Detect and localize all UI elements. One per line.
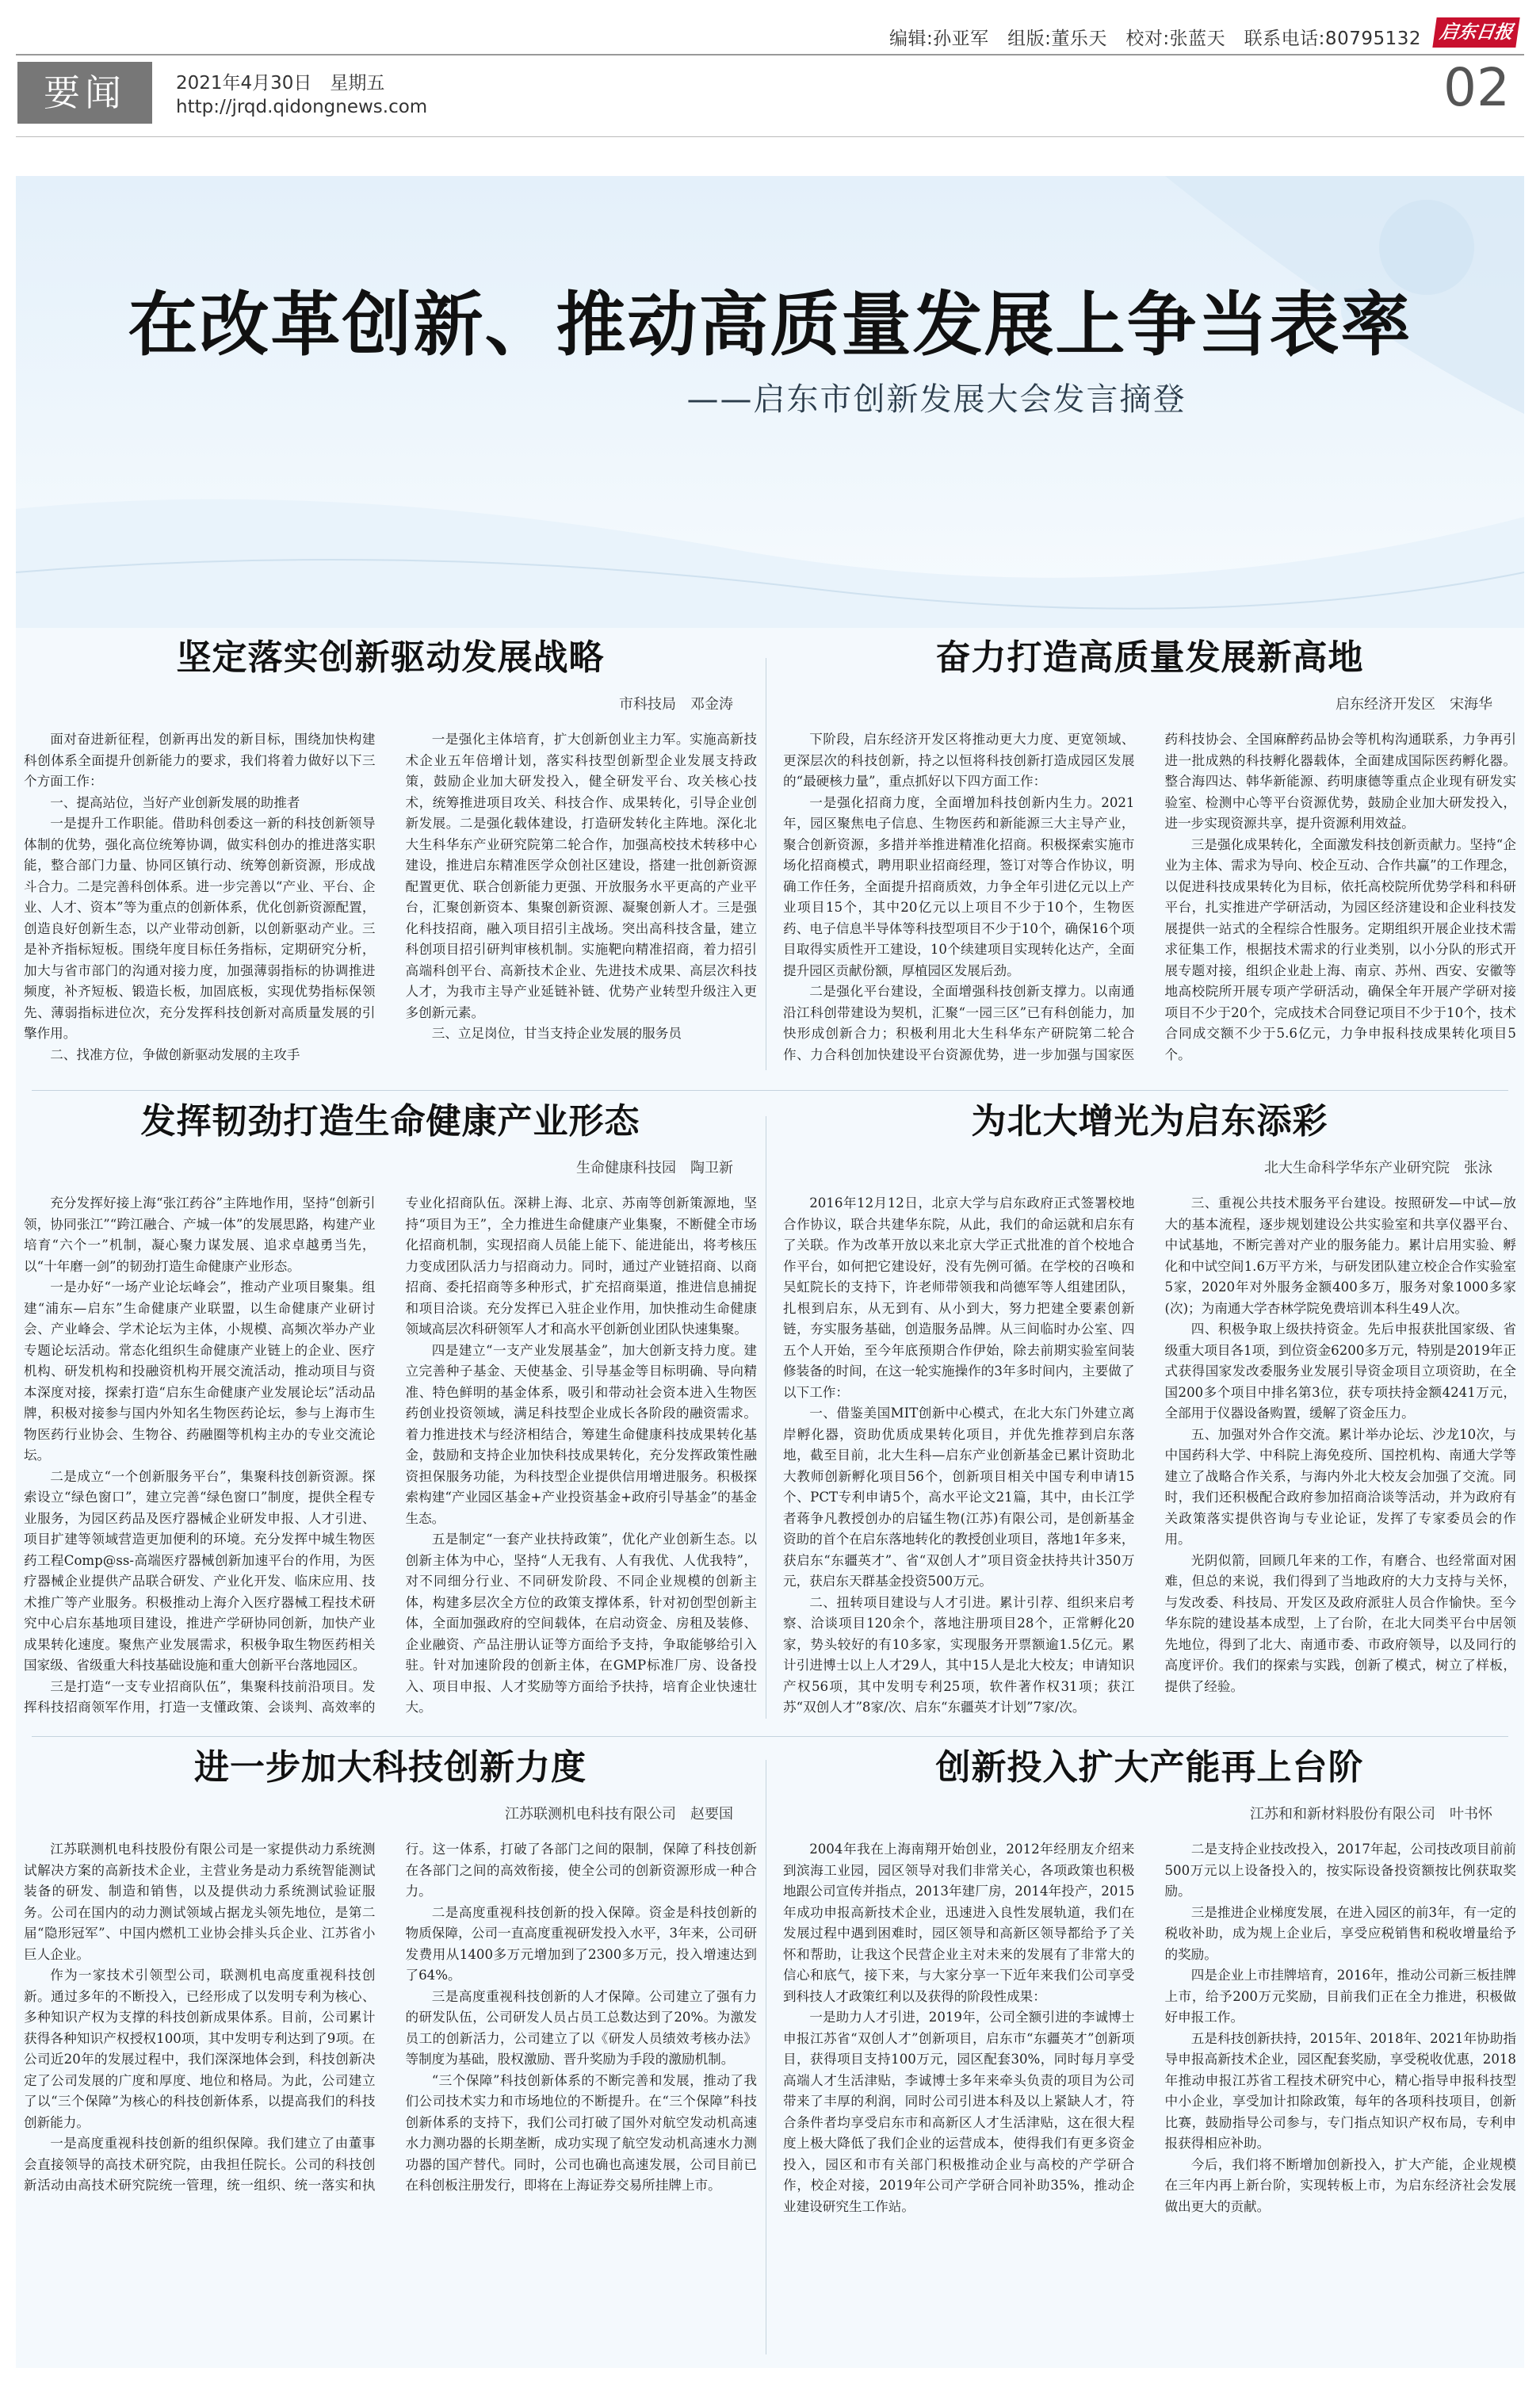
paragraph: 二、扭转项目建设与人才引进。累计引荐、组织来启考察、洽谈项目120余个，落地注册项目28个，正常孵化20家，势头较好的有10多家，实现服务开票额逾1.5亿元。累计引进博士以上人才29人，其中15人是北大校友；申请知识产权56项，其中发明专利25项，软件著作权31项；获江苏“双创人才”8家/次、启东“东疆英才计划”7家/次。 xyxy=(783,1594,1135,1715)
paragraph: 二是高度重视科技创新的投入保障。资金是科技创新的物质保障，公司一直高度重视研发投入水平，3年来，公司研发费用从1400多万元增加到了2300多万元，投入增速达到了64%。 xyxy=(405,1904,757,1983)
paragraph: 江苏联测机电科技股份有限公司是一家提供动力系统测试解决方案的高新技术企业，主营业务是动力系统智能测试装备的研发、制造和销售，以及提供动力系统测试验证服务。公司在国内的动力测试领域占据龙头领先地位，是第二届“隐形冠军”、中国内燃机工业协会排头兵企业、江苏省小巨人企业。 xyxy=(24,1842,376,1962)
article-byline: 生命健康科技园 陶卫新 xyxy=(576,1160,733,1176)
paragraph: 二、找准方位，争做创新驱动发展的主攻手 xyxy=(50,1046,300,1062)
paragraph: 三、立足岗位，甘当支持企业发展的服务员 xyxy=(431,1026,682,1041)
page-number: 02 xyxy=(1443,57,1510,118)
article-body xyxy=(783,1193,1516,1720)
paragraph: 四是企业上市挂牌培育，2016年，推动公司新三板挂牌上市，给予200万元奖励，目前我们正在全力推进，积极做好申报工作。 xyxy=(1164,1968,1516,2025)
main-headline: 在改革创新、推动高质量发展上争当表率 xyxy=(128,284,1412,365)
paragraph: 二是强化平台建设，全面增强科技创新支撑力。以南通沿江科创带建设为契机，汇聚“一园三区”已有科创能力，加快形成创新合力；积极利用北大生科华东产研院第二轮合作、力合科创加快建设平台资源优势，进一步加强与国家医药科技协会、全国麻醉药品协会等机构沟通联系，力争再引进一批成熟的科技孵化器载体，全面建成国际医药孵化器。整合海四达、韩华新能源、药明康德等重点企业现有研发实验室、检测中心等平台资源优势，鼓励企业加大研发投入，进一步实现资源共享，提升资源利用效益。 xyxy=(783,732,1516,1062)
paragraph: 一是办好“一场产业论坛峰会”，推动产业项目聚集。组建“浦东—启东”生命健康产业联盟，以生命健康产业研讨会、产业峰会、学术论坛为主体，小规模、高频次举办产业专题论坛活动。常态化组织生命健康产业链上的企业、医疗机构、研发机构和投融资机构开展交流活动，推动项目与资本深度对接，探索打造“启东生命健康产业发展论坛”活动品牌，积极对接参与国内外知名生物医药论坛，参与上海市生物医药行业协会、生物谷、药融圈等机构主办的专业交流论坛。 xyxy=(24,1279,376,1463)
paragraph: 今后，我们将不断增加创新投入，扩大产能，企业规模在三年内再上新台阶，实现转板上市，为启东经济社会发展做出更大的贡献。 xyxy=(1164,2156,1516,2214)
paragraph: 一是强化主体培育，扩大创新创业主力军。实施高新技术企业五年倍增计划，落实科技型创新型企业发展支持政策，鼓励企业加大研发投入，健全研发平台、攻关核心技术，统筹推进项目攻关、科技合作、成果转化，引导企业创新发展。二是强化载体建设，打造研发转化主阵地。深化北大生科华东产业研究院第二轮合作，加强高校技术转移中心建设，推进启东精准医学众创社区建设，搭建一批创新资源配置更优、联合创新能力更强、开放服务水平更高的产业平台，汇聚创新资本、集聚创新资源、凝聚创新人才。三是强化科技招商，融入项目招引主战场。突出高科技含量，建立科创项目招引研判审核机制。实施靶向精准招商，着力招引高端科创平台、高新技术企业、先进技术成果、高层次科技人才，为我市主导产业延链补链、优势产业转型升级注入更多创新元素。 xyxy=(405,732,757,1020)
paragraph: “三个保障”科技创新体系的不断完善和发展，推动了我们公司技术实力和市场地位的不断提升。在“三个保障”科技创新体系的支持下，我们公司打破了国外对航空发动机高速水力测功器的长期垄断，成功实现了航空发动机高速水力测功器的国产替代。同时，公司也确也高速发展，公司目前已在科创板注册发行，即将在上海证券交易所挂牌上市。 xyxy=(405,2072,757,2193)
paragraph: 三是推进企业梯度发展，在进入园区的前3年，有一定的税收补助，成为规上企业后，享受应税销售和税收增量给予的奖励。 xyxy=(1164,1904,1516,1962)
row-separator xyxy=(32,1090,1508,1091)
article-byline: 江苏和和新材料股份有限公司 叶书怀 xyxy=(1250,1806,1492,1823)
article-title: 进一步加大科技创新力度 xyxy=(194,1747,587,1788)
paragraph: 一是高度重视科技创新的组织保障。我们建立了由董事会直接领导的高技术研究院，由我担任院长。公司的科技创新活动由高技术研究院统一管理，统一组织、统一落实和执行。这一体系，打破了各部门之间的限制，保障了科技创新在各部门之间的高效衔接，使全公司的创新资源形成一种合力。 xyxy=(24,1842,757,2193)
article-3 xyxy=(24,1098,757,1720)
paragraph: 三是打造“一支专业招商队伍”，集聚科技前沿项目。发挥科技招商领军作用，打造一支懂政策、会谈判、高效率的专业化招商队伍。深耕上海、北京、苏南等创新策源地，坚持“项目为王”，全力推进生命健康产业集聚，不断健全市场化招商机制，实现招商人员能上能下、能进能出，将考核压力变成团队活力与招商动力。同时，通过产业链招商、以商招商、委托招商等多种形式，扩充招商渠道，推进信息捕捉和项目洽谈。充分发挥已入驻企业作用，加快推动生命健康领域高层次科研领军人才和高水平创新创业团队快速集聚。 xyxy=(24,1195,757,1715)
paragraph: 作为一家技术引领型公司，联测机电高度重视科技创新。通过多年的不断投入，已经形成了以发明专利为核心、多种知识产权为支撑的科技创新成果体系。目前，公司累计获得各种知识产权授权100项，其中发明专利达到了9项。在公司近20年的发展过程中，我们深深地体会到，科技创新决定了公司发展的广度和厚度、地位和格局。为此，公司建立了以“三个保障”为核心的科技创新体系，以提高我们的科技创新能力。 xyxy=(24,1968,376,2130)
article-byline: 市科技局 邓金涛 xyxy=(619,696,733,713)
article-title: 创新投入扩大产能再上台阶 xyxy=(935,1747,1364,1788)
editor-credits: 编辑:孙亚军 组版:董乐天 校对:张蓝天 联系电话:80795132 xyxy=(888,29,1421,49)
headline-banner xyxy=(16,176,1524,628)
paragraph: 面对奋进新征程，创新再出发的新目标，围绕加快构建科创体系全面提升创新能力的要求，我们将着力做好以下三个方面工作： xyxy=(24,732,376,789)
paragraph: 四是建立“一支产业发展基金”，加大创新支持力度。建立完善种子基金、天使基金、引导基金等目标明确、导向精准、特色鲜明的基金体系，吸引和带动社会资本进入生物医药创业投资领域，满足科技型企业成长各阶段的融资需求。着力推进技术与经济相结合，筹建生命健康科技成果转化基金，鼓励和支持企业加快科技成果转化，充分发挥政策性融资担保服务功能，为科技型企业提供信用增进服务。积极探索构建“产业园区基金+产业投资基金+政府引导基金”的基金生态。 xyxy=(405,1342,757,1526)
article-body xyxy=(783,1839,1516,2362)
article-title: 发挥韧劲打造生命健康产业形态 xyxy=(140,1101,640,1142)
paragraph: 五、加强对外合作交流。累计举办论坛、沙龙10次，与中国药科大学、中科院上海免疫所、国控机构、南通大学等建立了战略合作关系，与海内外北大校友会加强了交流。同时，我们还积极配合政府参加招商洽谈等活动，并为政府有关政策落实提供咨询与专业论证，发挥了专家委员会的作用。 xyxy=(1164,1426,1516,1547)
paragraph: 一是提升工作职能。借助科创委这一新的科技创新领导体制的优势，强化高位统筹协调，做实科创办的推进落实职能，整合部门力量、协同区镇行动、统筹创新资源，形成战斗合力。二是完善科创体系。进一步完善以“产业、平台、企业、人才、资本”等为重点的创新体系，优化创新资源配置，创造良好创新生态，以产业带动创新，以创新驱动产业。三是补齐指标短板。围绕年度目标任务指标，定期研究分析，加大与省市部门的沟通对接力度，加强薄弱指标的协调推进频度，补齐短板、锻造长板，加固底板，实现优势指标保领先、薄弱指标进位次，充分发挥科技创新对高质量发展的引擎作用。 xyxy=(24,816,376,1041)
paragraph: 2004年我在上海南翔开始创业，2012年经朋友介绍来到滨海工业园，园区领导对我们非常关心，各项政策也积极地跟公司宣传并指点，2013年建厂房，2014年投产，2015年成功申报高新技术企业，迅速进入良性发展轨道，我们在发展过程中遇到困难时，园区领导和高新区领导都给予了关怀和帮助，让我这个民营企业主对未来的发展有了非常大的信心和底气，接下来，与大家分享一下近年来我们公司享受到科技人才政策红利以及获得的阶段性成果： xyxy=(783,1842,1135,2004)
paragraph: 五是科技创新扶持，2015年、2018年、2021年协助指导申报高新技术企业，园区配套奖励，享受税收优惠，2018年推动申报江苏省工程技术研究中心，精心指导申报科技型中小企业，享受加计扣除政策，每年的各项科技项目，创新比赛，鼓励指导公司参与，专门指点知识产权布局，专利申报获得相应补助。 xyxy=(1164,2030,1516,2151)
paragraph: 下阶段，启东经济开发区将推动更大力度、更宽领域、更深层次的科技创新，持之以恒将科技创新打造成园区发展的“最硬核力量”，重点抓好以下四方面工作： xyxy=(783,732,1135,789)
paragraph: 一、借鉴美国MIT创新中心模式，在北大东门外建立离岸孵化器，资助优质成果转化项目，并优先推荐到启东落地，截至目前，北大生科—启东产业创新基金已累计资助北大教师创新孵化项目56个，创新项目相关中国专利申请15个、PCT专利申请5个，高水平论文21篇，其中，由长江学者蒋争凡教授创办的启锰生物(江苏)有限公司，是创新基金资助的首个在启东落地转化的教授创业项目，落地1年多来，获启东“东疆英才”、省“双创人才”项目资金扶持共计350万元，获启东天群基金投资500万元。 xyxy=(783,1406,1135,1589)
article-title: 坚定落实创新驱动发展战略 xyxy=(176,637,605,678)
article-body xyxy=(24,729,757,1070)
article-5 xyxy=(24,1744,757,2362)
paragraph: 三是高度重视科技创新的人才保障。公司建立了强有力的研发队伍，公司研发人员占员工总数达到了20%。为激发员工的创新活力，公司建立了以《研发人员绩效考核办法》等制度为基础，股权激励、晋升奖励为手段的激励机制。 xyxy=(405,1988,757,2067)
article-4 xyxy=(783,1098,1516,1720)
page-header xyxy=(0,0,1540,159)
paragraph: 三、重视公共技术服务平台建设。按照研发—中试—放大的基本流程，逐步规划建设公共实验室和共享仪器平台、中试基地，不断完善对产业的服务能力。累计启用实验、孵化和中试空间1.6万平方米，与研发团队建立校企合作实验室5家，2020年对外服务金额400多万，服务对象1000多家(次)；为南通大学杏林学院免费培训本科生49人次。 xyxy=(1164,1195,1516,1316)
header-rule xyxy=(16,54,1524,55)
article-byline: 启东经济开发区 宋海华 xyxy=(1336,696,1492,713)
website-link[interactable]: http://jrqd.qidongnews.com xyxy=(176,97,428,117)
paragraph: 四、积极争取上级扶持资金。先后申报获批国家级、省级重大项目各1项，到位资金6200多万元，特别是2019年正式获得国家发改委服务业发展引导资金项目立项资助，在全国200多个项目中排名第3位，获专项扶持金额4241万元，全部用于仪器设备购置，缓解了资金压力。 xyxy=(1164,1322,1516,1421)
article-body xyxy=(24,1839,757,2362)
paragraph: 三是强化成果转化，全面激发科技创新贡献力。坚持“企业为主体、需求为导向、校企互动、合作共赢”的工作理念，以促进科技成果转化为目标，依托高校院所优势学科和科研平台，扎实推进产学研活动，为园区经济建设和企业科技发展提供一站式的全程综合性服务。定期组织开展企业技术需求征集工作，根据技术需求的行业类别，以小分队的形式开展专题对接，组织企业赴上海、南京、苏州、西安、安徽等地高校院所开展专项产学研活动，确保全年开展产学研对接项目不少于20个，完成技术合同登记项目不少于10个，技术合同成交额不少于5.6亿元，力争申报科技成果转化项目5个。 xyxy=(1164,836,1516,1062)
newspaper-logo: 启东日报 xyxy=(1432,17,1519,48)
paragraph: 一是强化招商力度，全面增加科技创新内生力。2021年，园区聚焦电子信息、生物医药和新能源三大主导产业，聚合创新资源，多措并举推进精准化招商。积极探索实施市场化招商模式，聘用职业招商经理，签订对等合作协议，明确工作任务，全面提升招商质效，力争全年引进亿元以上产业项目15个，其中20亿元以上项目不少于10个，生物医药、电子信息半导体等科技型项目不少于10个，确保16个项目取得实质性开工建设，10个续建项目实现转化达产，全面提升园区贡献份额，厚植园区发展后劲。 xyxy=(783,794,1135,978)
article-2 xyxy=(783,634,1516,1070)
article-6 xyxy=(783,1744,1516,2362)
issue-date: 2021年4月30日 星期五 xyxy=(176,73,385,94)
article-1 xyxy=(24,634,757,1070)
paragraph: 一、提高站位，当好产业创新发展的助推者 xyxy=(50,794,300,810)
section-tag: 要闻 xyxy=(17,62,152,124)
header-divider xyxy=(16,136,1524,137)
article-byline: 北大生命科学华东产业研究院 张泳 xyxy=(1264,1160,1492,1176)
paragraph: 光阴似箭，回顾几年来的工作，有磨合、也经常面对困难，但总的来说，我们得到了当地政府的大力支持与关怀，与发改委、科技局、开发区及政府派驻人员合作愉快。至今华东院的建设基本成型，上了台阶，在北大同类平台中居领先地位，得到了北大、南通市委、市政府领导，以及同行的高度评价。我们的探索与实践，创新了模式，树立了样板，提供了经验。 xyxy=(1164,1552,1516,1694)
paragraph: 充分发挥好接上海“张江药谷”主阵地作用，坚持“创新引领，协同张江”“跨江融合、产城一体”的发展思路，构建产业培育“六个一”机制，凝心聚力谋发展、追求卓越勇当先，以“十年磨一剑”的韧劲打造生命健康产业形态。 xyxy=(24,1195,376,1274)
sub-headline: ——启东市创新发展大会发言摘登 xyxy=(686,381,1187,418)
article-title: 为北大增光为启东添彩 xyxy=(971,1101,1328,1142)
paragraph: 二是支持企业技改投入，2017年起，公司技改项目前前500万元以上设备投入的，按实际设备投资额按比例获取奖励。 xyxy=(1164,1842,1516,1899)
paragraph: 2016年12月12日，北京大学与启东政府正式签署校地合作协议，联合共建华东院，从此，我们的命运就和启东有了关联。作为改革开放以来北京大学正式批准的首个校地合作平台，如何把它建设好，没有先例可循。在学校的召唤和吴虹院长的支持下，许老师带领我和尚德军等人组建团队，扎根到启东，从无到有、从小到大，努力把建全要素创新链，夯实服务基础，创造服务品牌。从三间临时办公室、四五个人开始，至今年底预期合作伊始，除去前期实验室间装修装备的时间，在这一轮实施操作的3年多时间内，主要做了以下工作： xyxy=(783,1195,1135,1400)
article-title: 奋力打造高质量发展新高地 xyxy=(935,637,1364,678)
row-separator xyxy=(32,1736,1508,1737)
paragraph: 五是制定“一套产业扶持政策”，优化产业创新生态。以创新主体为中心，坚持“人无我有、人有我优、人优我特”，对不同细分行业、不同研发阶段、不同企业规模的创新主体，构建多层次全方位的政策支撑体系，针对初创型创新主体，全面加强政府的空间载体，在启动资金、房租及装修、企业融资、产品注册认证等方面给予支持，争取能够给引入驻。针对加速阶段的创新主体，在GMP标准厂房、设备投入、项目申报、人才奖励等方面给予扶持，培育企业快速壮大。 xyxy=(405,1532,757,1715)
article-body xyxy=(24,1193,757,1720)
article-body xyxy=(783,729,1516,1070)
paragraph: 一是助力人才引进，2019年，公司全额引进的李诚博士申报江苏省“双创人才”创新项目，启东市“东疆英才”创新项目，获得项目支持100万元，园区配套30%，同时每月享受高端人才生活津贴，李诚博士多年来牵头负责的项目为公司带来了丰厚的利润，同时公司引进本科及以上紧缺人才，符合条件者均享受启东市和高新区人才生活津贴，这在很大程度上极大降低了我们企业的运营成本，使得我们有更多资金投入，园区和市有关部门积极推动企业与高校的产学研合作，校企对接，2019年公司产学研合同补助35%，推动企业建设研究生工作站。 xyxy=(783,2010,1135,2214)
paragraph: 二是成立“一个创新服务平台”，集聚科技创新资源。探索设立“绿色窗口”，建立完善“绿色窗口”制度，提供全程专业服务，为园区药品及医疗器械企业研发申报、人才引进、项目扩建等领域营造更加便利的环境。充分发挥中城生物医药工程Comp@ss-高端医疗器械创新加速平台的作用，为医疗器械企业提供产品联合研发、产业化开发、临床应用、技术推广等产业服务。积极推动上海介入医疗器械工程技术研究中心启东基地项目建设，推进产学研协同创新，加快产业成果转化速度。聚焦产业发展需求，积极争取生物医药相关国家级、省级重大科技基础设施和重大创新平台落地园区。 xyxy=(24,1468,376,1673)
article-byline: 江苏联测机电科技有限公司 赵要国 xyxy=(505,1806,733,1823)
